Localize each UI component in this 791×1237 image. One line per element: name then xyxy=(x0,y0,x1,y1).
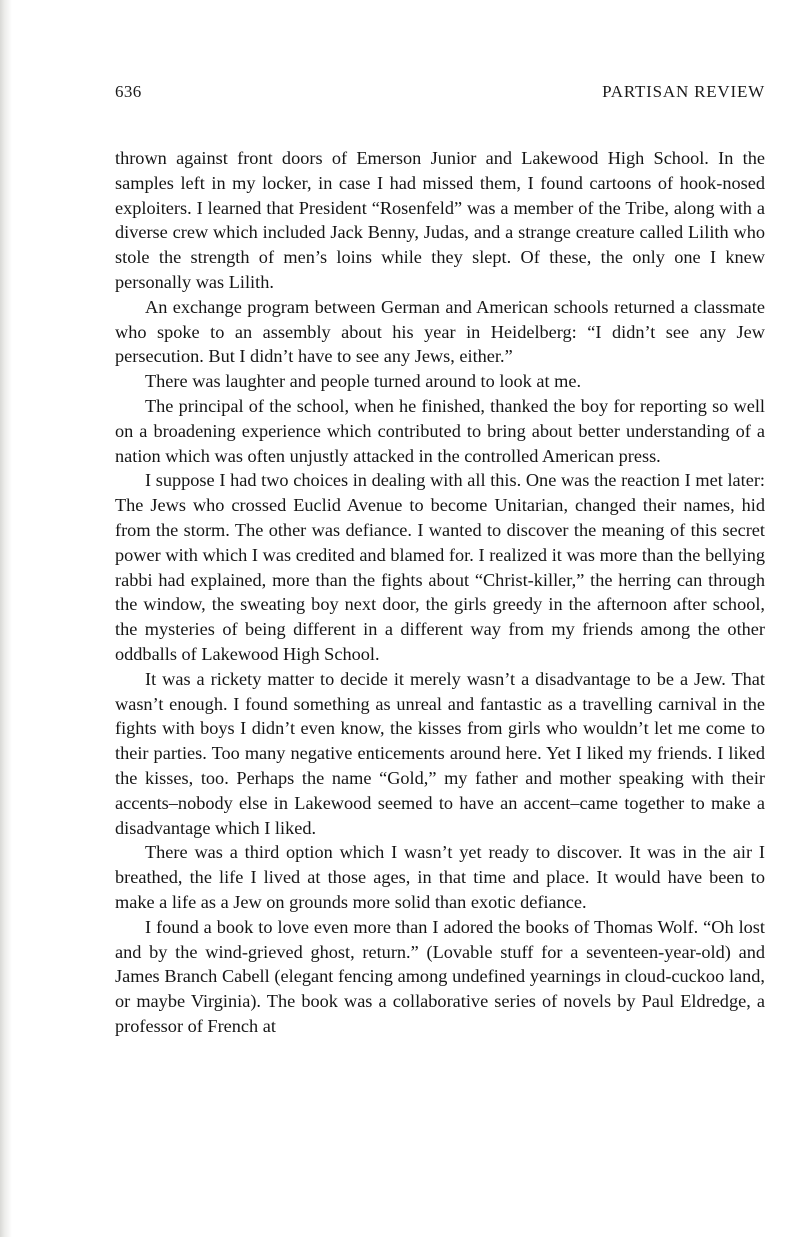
paragraph-4: The principal of the school, when he finished, thanked the boy for reporting so well on a broadening experience which contributed to bring about better understanding of a nation which was often unjustly attacked in the controlled American press. xyxy=(115,395,765,466)
paragraph-7: There was a third option which I wasn’t yet ready to discover. It was in the air I breathed, the life I lived at those ages, in that time and place. It would have been to make a life as a Jew on grounds more solid than exotic defiance. xyxy=(115,842,765,912)
paragraph-5: I suppose I had two choices in dealing with all this. One was the reaction I met later: The Jews who crossed Euclid Avenue to become Unitarian, changed their names, hid from the storm. The other was defiance. I wanted to discover the meaning of this secret power with which I was credited and blamed for. I realized it was more than the bellying rabbi had explained, more than the fights about “Christ-killer,” the herring can through the window, the sweating boy next door, the girls greedy in the afternoon after school, the mysteries of being different in a different way from my friends among the other oddballs of Lakewood High School. xyxy=(115,470,765,664)
paragraph-3: There was laughter and people turned around to look at me. xyxy=(145,371,582,392)
journal-name: PARTISAN REVIEW xyxy=(602,82,765,101)
page-number: 636 xyxy=(115,82,142,101)
paragraph-8: I found a book to love even more than I adored the books of Thomas Wolf. “Oh lost and by the wind-grieved ghost, return.” (Lovable stuff for a seventeen-year-old) and James Branch Cabell (elegant fencing among undefined yearnings in cloud-cuckoo land, or maybe Virginia). The book was a collaborative series of novels by Paul Eldredge, a professor of French at xyxy=(115,916,765,1036)
article-body xyxy=(115,146,765,1039)
page-gutter-shadow xyxy=(0,0,12,1237)
paragraph-6: It was a rickety matter to decide it merely wasn’t a disadvantage to be a Jew. That wasn’t enough. I found something as unreal and fantastic as a travelling carnival in the fights with boys I didn’t even know, the kisses from girls who wouldn’t let me come to their parties. Too many negative enticements around here. Yet I liked my friends. I liked the kisses, too. Perhaps the name “Gold,” my father and mother speaking with their accents–nobody else in Lakewood seemed to have an accent–came together to make a disadvantage which I liked. xyxy=(115,668,765,838)
paragraph-1: thrown against front doors of Emerson Junior and Lakewood High School. In the samples left in my locker, in case I had missed them, I found cartoons of hook-nosed exploiters. I learned that President “Rosenfeld” was a member of the Tribe, along with a diverse crew which included Jack Benny, Judas, and a strange creature called Lilith who stole the strength of men’s loins while they slept. Of these, the only one I knew personally was Lilith. xyxy=(115,148,765,292)
running-head xyxy=(115,82,765,106)
paragraph-2: An exchange program between German and American schools returned a classmate who spoke to an assembly about his year in Heidelberg: “I didn’t see any Jew persecution. But I didn’t have to see any Jews, either.” xyxy=(115,296,765,367)
